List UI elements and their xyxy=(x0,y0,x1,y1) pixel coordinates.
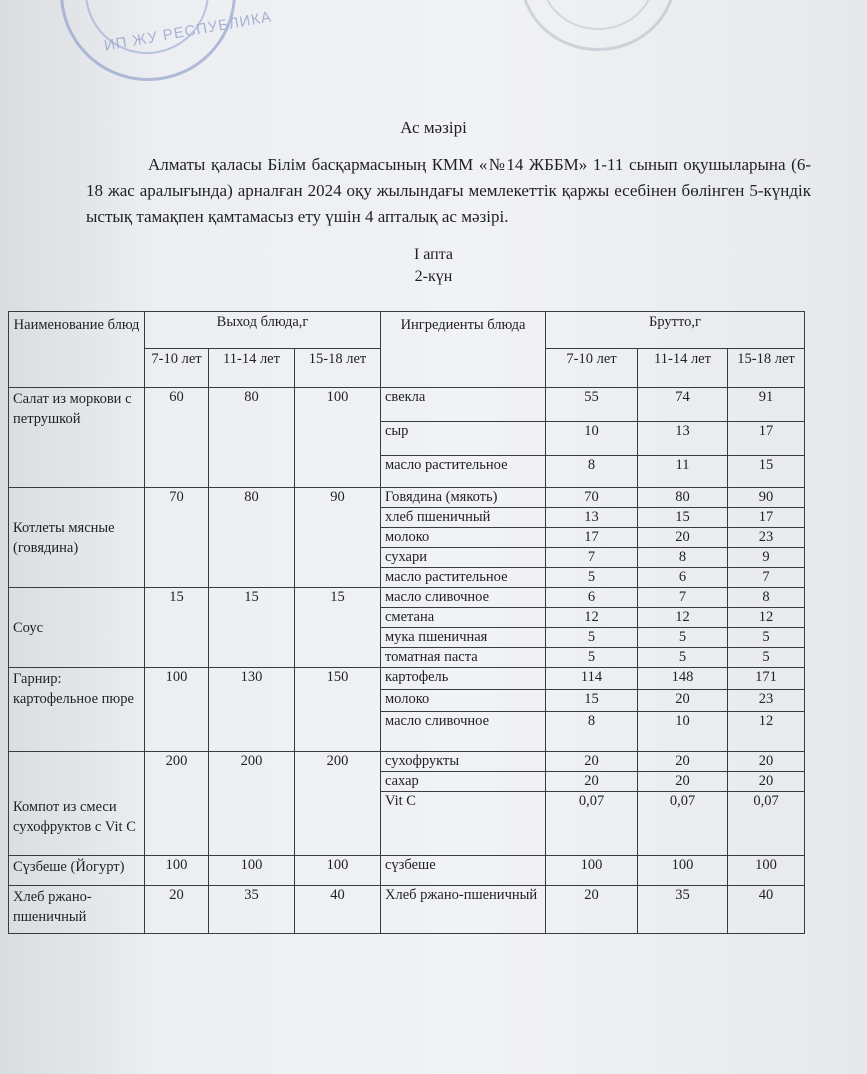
ingredient-name-cell: картофель xyxy=(381,668,546,690)
gross-7-10-cell: 7 xyxy=(546,548,638,568)
ingredient-name-cell: свекла xyxy=(381,388,546,422)
gross-11-14-cell: 0,07 xyxy=(638,792,728,856)
stamp-left-text: ИП ЖУ РЕСПУБЛИКА xyxy=(102,8,274,55)
gross-11-14-cell: 6 xyxy=(638,568,728,588)
gross-11-14-cell: 148 xyxy=(638,668,728,690)
document-title: Ас мәзірі xyxy=(400,118,467,137)
gross-15-18-cell: 9 xyxy=(728,548,805,568)
gross-15-18-cell: 20 xyxy=(728,772,805,792)
dish-name-cell: Хлеб ржано-пшеничный xyxy=(9,886,145,934)
gross-7-10-cell: 5 xyxy=(546,648,638,668)
gross-7-10-cell: 5 xyxy=(546,628,638,648)
gross-7-10-cell: 12 xyxy=(546,608,638,628)
ingredient-name-cell: Говядина (мякоть) xyxy=(381,488,546,508)
gross-11-14-cell: 20 xyxy=(638,752,728,772)
yield-15-18-cell: 15 xyxy=(295,588,381,668)
gross-11-14-cell: 20 xyxy=(638,690,728,712)
ingredient-name-cell: молоко xyxy=(381,528,546,548)
header-yield: Выход блюда,г xyxy=(145,312,381,349)
yield-15-18-cell: 90 xyxy=(295,488,381,588)
yield-11-14-cell: 80 xyxy=(209,488,295,588)
ingredient-name-cell: сахар xyxy=(381,772,546,792)
table-row xyxy=(9,668,805,690)
gross-15-18-cell: 171 xyxy=(728,668,805,690)
ingredient-name-cell: сыр xyxy=(381,422,546,456)
gross-7-10-cell: 8 xyxy=(546,456,638,488)
gross-7-10-cell: 55 xyxy=(546,388,638,422)
yield-11-14-cell: 200 xyxy=(209,752,295,856)
header-gross-15-18: 15-18 лет xyxy=(728,349,805,388)
gross-7-10-cell: 100 xyxy=(546,856,638,886)
table-row xyxy=(9,752,805,772)
ingredient-name-cell: томатная паста xyxy=(381,648,546,668)
table-row xyxy=(9,856,805,886)
gross-11-14-cell: 13 xyxy=(638,422,728,456)
yield-11-14-cell: 15 xyxy=(209,588,295,668)
ingredient-name-cell: Хлеб ржано-пшеничный xyxy=(381,886,546,934)
gross-11-14-cell: 5 xyxy=(638,648,728,668)
dish-name-cell: Гарнир: картофельное пюре xyxy=(9,668,145,752)
yield-7-10-cell: 15 xyxy=(145,588,209,668)
dish-name-cell: Соус xyxy=(9,588,145,668)
gross-11-14-cell: 11 xyxy=(638,456,728,488)
gross-11-14-cell: 100 xyxy=(638,856,728,886)
gross-15-18-cell: 5 xyxy=(728,628,805,648)
dish-name-cell: Сүзбеше (Йогурт) xyxy=(9,856,145,886)
yield-7-10-cell: 60 xyxy=(145,388,209,488)
gross-11-14-cell: 74 xyxy=(638,388,728,422)
week-label: I апта xyxy=(413,246,454,263)
ingredient-name-cell: масло растительное xyxy=(381,456,546,488)
gross-11-14-cell: 20 xyxy=(638,528,728,548)
header-yield-15-18: 15-18 лет xyxy=(295,349,381,388)
yield-11-14-cell: 80 xyxy=(209,388,295,488)
ingredient-name-cell: сметана xyxy=(381,608,546,628)
gross-11-14-cell: 80 xyxy=(638,488,728,508)
yield-15-18-cell: 200 xyxy=(295,752,381,856)
yield-15-18-cell: 100 xyxy=(295,388,381,488)
gross-15-18-cell: 100 xyxy=(728,856,805,886)
stamp-right-inner-ring xyxy=(541,0,655,30)
gross-7-10-cell: 8 xyxy=(546,712,638,752)
header-yield-7-10: 7-10 лет xyxy=(145,349,209,388)
yield-11-14-cell: 100 xyxy=(209,856,295,886)
yield-7-10-cell: 100 xyxy=(145,856,209,886)
table-row xyxy=(9,388,805,422)
yield-11-14-cell: 35 xyxy=(209,886,295,934)
gross-7-10-cell: 0,07 xyxy=(546,792,638,856)
gross-7-10-cell: 13 xyxy=(546,508,638,528)
ingredient-name-cell: сухофрукты xyxy=(381,752,546,772)
ingredient-name-cell: сухари xyxy=(381,548,546,568)
gross-15-18-cell: 5 xyxy=(728,648,805,668)
ingredient-name-cell: масло растительное xyxy=(381,568,546,588)
yield-7-10-cell: 70 xyxy=(145,488,209,588)
day-label: 2-күн xyxy=(414,268,453,285)
gross-15-18-cell: 23 xyxy=(728,528,805,548)
header-gross-11-14: 11-14 лет xyxy=(638,349,728,388)
dish-name-cell: Салат из моркови с петрушкой xyxy=(9,388,145,488)
ingredient-name-cell: мука пшеничная xyxy=(381,628,546,648)
gross-15-18-cell: 20 xyxy=(728,752,805,772)
gross-11-14-cell: 7 xyxy=(638,588,728,608)
intro-paragraph: Алматы қаласы Білім басқармасының КММ «№14 ЖББМ» 1-11 сынып оқушыларына (6-18 жас аралығында) арналған 2024 оқу жылындағы мемлекеттік қаржы есебінен бөлінген 5-күндік ыстық тамақпен қамтамасыз ету үшін 4 апталық ас мәзірі. xyxy=(86,155,811,226)
table-row xyxy=(9,488,805,508)
gross-11-14-cell: 8 xyxy=(638,548,728,568)
yield-15-18-cell: 40 xyxy=(295,886,381,934)
gross-7-10-cell: 20 xyxy=(546,772,638,792)
gross-15-18-cell: 8 xyxy=(728,588,805,608)
dish-name-cell: Компот из смеси сухофруктов с Vit C xyxy=(9,752,145,856)
gross-11-14-cell: 15 xyxy=(638,508,728,528)
gross-11-14-cell: 35 xyxy=(638,886,728,934)
gross-15-18-cell: 90 xyxy=(728,488,805,508)
header-ingredients: Ингредиенты блюда xyxy=(381,312,546,388)
gross-15-18-cell: 15 xyxy=(728,456,805,488)
gross-15-18-cell: 17 xyxy=(728,508,805,528)
stamp-left xyxy=(60,0,274,81)
gross-7-10-cell: 70 xyxy=(546,488,638,508)
yield-15-18-cell: 100 xyxy=(295,856,381,886)
gross-15-18-cell: 40 xyxy=(728,886,805,934)
table-row xyxy=(9,886,805,934)
header-row-1 xyxy=(9,312,805,349)
gross-15-18-cell: 0,07 xyxy=(728,792,805,856)
ingredient-name-cell: масло сливочное xyxy=(381,588,546,608)
header-yield-11-14: 11-14 лет xyxy=(209,349,295,388)
dish-name-cell: Котлеты мясные (говядина) xyxy=(9,488,145,588)
ingredient-name-cell: хлеб пшеничный xyxy=(381,508,546,528)
gross-7-10-cell: 17 xyxy=(546,528,638,548)
ingredient-name-cell: сүзбеше xyxy=(381,856,546,886)
table-row xyxy=(9,588,805,608)
gross-7-10-cell: 20 xyxy=(546,886,638,934)
yield-11-14-cell: 130 xyxy=(209,668,295,752)
ingredient-name-cell: Vit C xyxy=(381,792,546,856)
gross-7-10-cell: 10 xyxy=(546,422,638,456)
header-gross-7-10: 7-10 лет xyxy=(546,349,638,388)
gross-15-18-cell: 17 xyxy=(728,422,805,456)
gross-15-18-cell: 23 xyxy=(728,690,805,712)
gross-15-18-cell: 7 xyxy=(728,568,805,588)
gross-7-10-cell: 6 xyxy=(546,588,638,608)
yield-15-18-cell: 150 xyxy=(295,668,381,752)
yield-7-10-cell: 100 xyxy=(145,668,209,752)
gross-15-18-cell: 12 xyxy=(728,712,805,752)
gross-15-18-cell: 91 xyxy=(728,388,805,422)
gross-7-10-cell: 5 xyxy=(546,568,638,588)
yield-7-10-cell: 200 xyxy=(145,752,209,856)
gross-11-14-cell: 10 xyxy=(638,712,728,752)
gross-7-10-cell: 20 xyxy=(546,752,638,772)
header-dish-name: Наименование блюд xyxy=(9,312,145,388)
stamp-right xyxy=(520,0,676,51)
ingredient-name-cell: молоко xyxy=(381,690,546,712)
gross-11-14-cell: 5 xyxy=(638,628,728,648)
menu-table xyxy=(8,311,805,934)
gross-7-10-cell: 15 xyxy=(546,690,638,712)
gross-7-10-cell: 114 xyxy=(546,668,638,690)
header-gross: Брутто,г xyxy=(546,312,805,349)
gross-15-18-cell: 12 xyxy=(728,608,805,628)
ingredient-name-cell: масло сливочное xyxy=(381,712,546,752)
yield-7-10-cell: 20 xyxy=(145,886,209,934)
gross-11-14-cell: 20 xyxy=(638,772,728,792)
gross-11-14-cell: 12 xyxy=(638,608,728,628)
